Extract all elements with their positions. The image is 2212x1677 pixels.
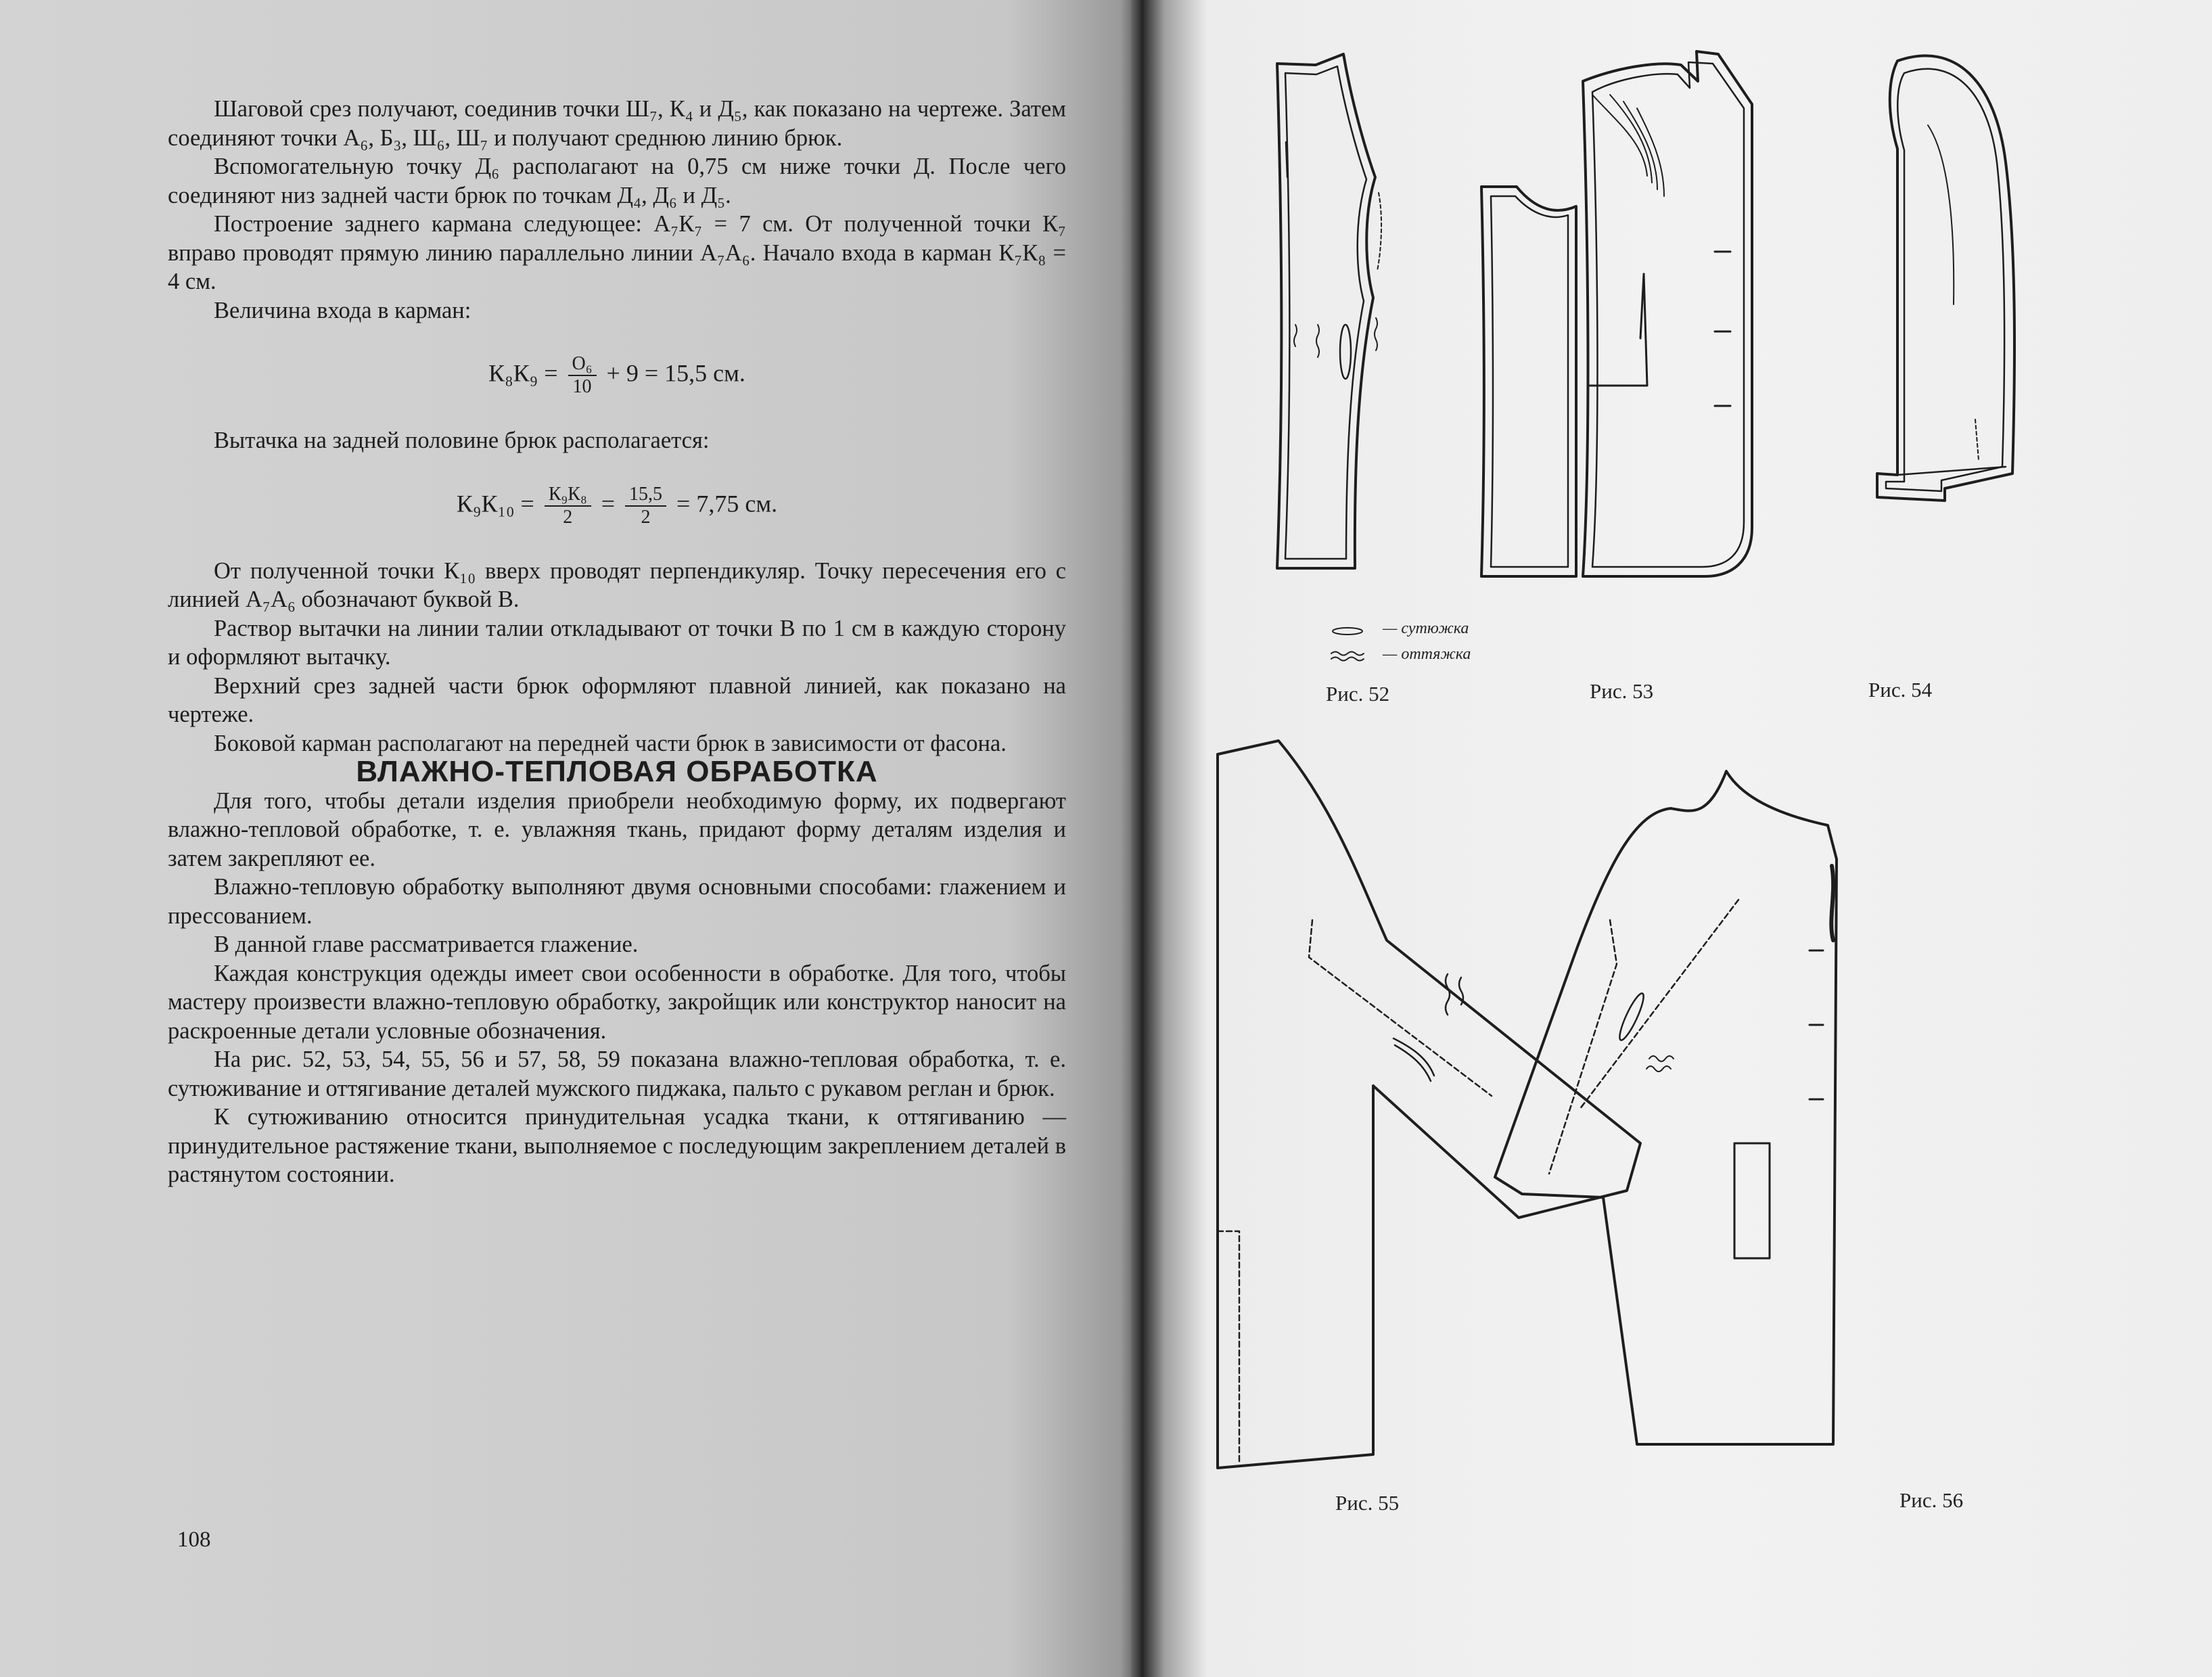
formula-equals: = [601, 489, 616, 517]
fraction-numerator: О₆ [568, 353, 597, 376]
caption-fig-53: Рис. 53 [1590, 679, 1654, 703]
figure-53-jacket-front [1481, 51, 1752, 576]
section-title: ВЛАЖНО-ТЕПЛОВАЯ ОБРАБОТКА [356, 755, 878, 788]
legend-shrink-label: — сутюжка [1383, 620, 1469, 637]
formula-fraction [625, 484, 666, 528]
figure-52-jacket-back [1277, 54, 1381, 568]
paragraph: От полученной точки К₁₀ вверх проводят перпендикуляр. Точку пересечения его с линией А₇А₆ обозначают буквой В. [168, 557, 1066, 612]
paragraph: Влажно-тепловую обработку выполняют двумя основными способами: глажением и прессованием. [168, 874, 1066, 929]
fraction-denominator: 10 [572, 376, 592, 397]
paragraph: Величина входа в карман: [214, 297, 471, 323]
formula-rhs: = 7,75 см. [676, 489, 778, 517]
paragraph: Шаговой срез получают, соединив точки Ш₇, К₄ и Д₅, как показано на чертеже. Затем соединяют точки А₆, Б₃, Ш₆, Ш₇ и получают среднюю линию брюк. [168, 96, 1066, 151]
figure-55-raglan-back [1218, 741, 1640, 1468]
formula-pocket-entry [168, 353, 1066, 398]
formula-fraction [545, 484, 591, 528]
right-page [1143, 0, 2212, 1677]
formula-rhs: + 9 = 15,5 см. [606, 359, 745, 387]
fraction-numerator: 15,5 [625, 484, 666, 507]
page-number: 108 [177, 1527, 211, 1552]
paragraph: Раствор вытачки на линии талии откладывают от точки В по 1 см в каждую сторону и оформляют вытачку. [168, 615, 1066, 670]
paragraph: Боковой карман располагают на передней части брюк в зависимости от фасона. [214, 730, 1007, 756]
formula-fraction [568, 353, 597, 398]
formula-lhs: К₈К₉ = [488, 359, 558, 387]
paragraph: Каждая конструкция одежды имеет свои особенности в обработке. Для того, чтобы мастеру произвести влажно-тепловую обработку, закройщик или конструктор наносит на раскроенные детали условные обозначения. [168, 960, 1066, 1044]
paragraph: К сутюживанию относится принудительная усадка ткани, к оттягиванию — принудительное растяжение ткани, выполняемое с последующим закреплением деталей в растянутом состоянии. [168, 1104, 1066, 1187]
fraction-numerator: К₉К₈ [545, 484, 591, 507]
formula-lhs: К₉К₁₀ = [456, 489, 534, 517]
paragraph: Вытачка на задней половине брюк располагается: [214, 428, 710, 453]
fraction-denominator: 2 [563, 506, 573, 528]
legend-symbols [1331, 628, 1364, 661]
left-text-column [168, 95, 1066, 1189]
fraction-denominator: 2 [641, 506, 651, 528]
caption-fig-56: Рис. 56 [1899, 1488, 1964, 1512]
paragraph: Вспомогательную точку Д₆ располагают на 0,75 см ниже точки Д. После чего соединяют низ задней части брюк по точкам Д₄, Д₆ и Д₅. [168, 154, 1066, 208]
paragraph: В данной главе рассматривается глажение. [214, 932, 639, 957]
paragraph: Построение заднего кармана следующее: А₇К₇ = 7 см. От полученной точки К₇ вправо проводят прямую линию параллельно линии А₇А₆. Начало входа в карман К₇К₈ = 4 см. [168, 211, 1066, 294]
caption-fig-52: Рис. 52 [1326, 682, 1390, 706]
paragraph: Верхний срез задней части брюк оформляют плавной линией, как показано на чертеже. [168, 672, 1066, 727]
formula-dart [168, 484, 1066, 528]
pattern-figures [1143, 0, 2212, 1677]
legend-stretch-label: — оттяжка [1383, 645, 1471, 663]
figure-54-sleeve [1877, 55, 2014, 501]
caption-fig-54: Рис. 54 [1868, 678, 1933, 702]
figure-56-raglan-front [1495, 771, 1837, 1444]
paragraph: На рис. 52, 53, 54, 55, 56 и 57, 58, 59 показана влажно-тепловая обработка, т. е. сутюживание и оттягивание деталей мужского пиджака, пальто с рукавом реглан и брюк. [168, 1047, 1066, 1101]
paragraph: Для того, чтобы детали изделия приобрели необходимую форму, их подвергают влажно-тепловой обработке, т. е. увлажняя ткань, придают форму деталям изделия и затем закрепляют ее. [168, 787, 1066, 871]
caption-fig-55: Рис. 55 [1335, 1491, 1400, 1515]
